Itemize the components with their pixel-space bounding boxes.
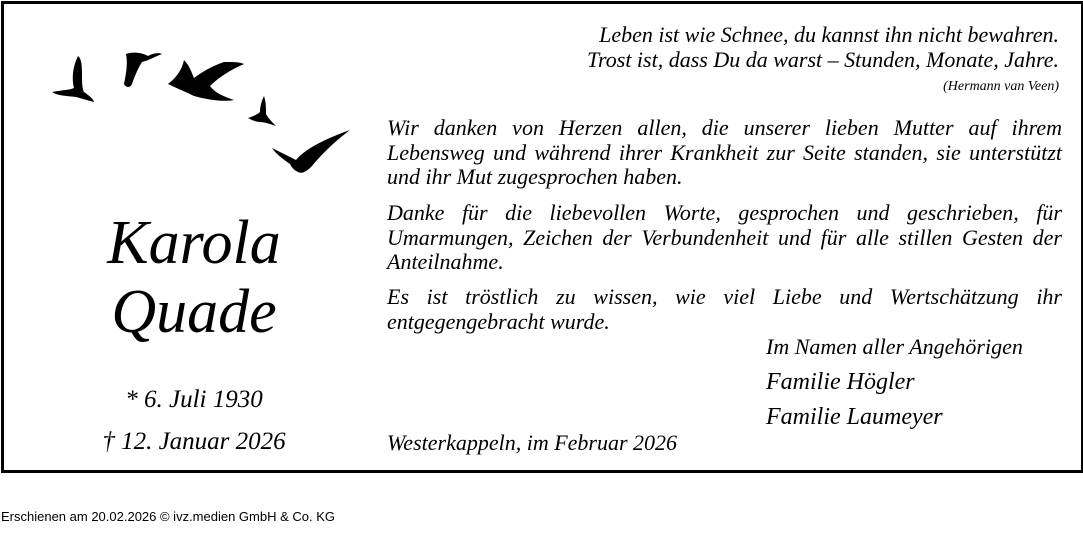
thanks-paragraph: Wir danken von Herzen allen, die unserer lieben Mutter auf ihrem Lebensweg und während ihrer Krankheit zur Seite standen, sie unterstützt und ihr Mut zugesprochen haben.: [387, 115, 1062, 189]
place-date: Westerkappeln, im Februar 2026: [387, 430, 678, 455]
family-name: Familie Högler: [766, 369, 915, 395]
bird-icon: [248, 96, 276, 126]
thanks-paragraph: Es ist tröstlich zu wissen, wie viel Liebe und Wertschätzung ihr entgegengebracht wurde.: [387, 284, 1062, 334]
quote-line: Trost ist, dass Du da warst – Stunden, Monate, Jahre.: [586, 47, 1059, 72]
death-date: † 12. Januar 2026: [102, 428, 286, 455]
bird-icon: [272, 130, 350, 173]
deceased-first-name: Karola: [107, 209, 281, 277]
obituary-notice: [1, 1, 1083, 473]
birth-date: * 6. Juli 1930: [125, 386, 263, 413]
bird-icon: [124, 53, 162, 87]
publication-footer: Erschienen am 20.02.2026 © ivz.medien GmbH & Co. KG: [1, 509, 336, 524]
quote: [587, 22, 1059, 72]
quote-author: (Hermann van Veen): [943, 79, 1059, 94]
family-name: Familie Laumeyer: [766, 404, 943, 430]
bird-icon: [52, 56, 94, 102]
deceased-last-name: Quade: [111, 278, 277, 346]
signature-intro: Im Namen aller Angehörigen: [766, 334, 1023, 359]
flying-birds-icon: [44, 44, 364, 184]
quote-line: Leben ist wie Schnee, du kannst ihn nicht bewahren.: [599, 22, 1059, 47]
bird-icon: [168, 60, 244, 101]
thanks-paragraph: Danke für die liebevollen Worte, gesprochen und geschrieben, für Umarmungen, Zeichen der Verbundenheit und für alle stillen Gesten der Anteilnahme.: [387, 200, 1062, 274]
